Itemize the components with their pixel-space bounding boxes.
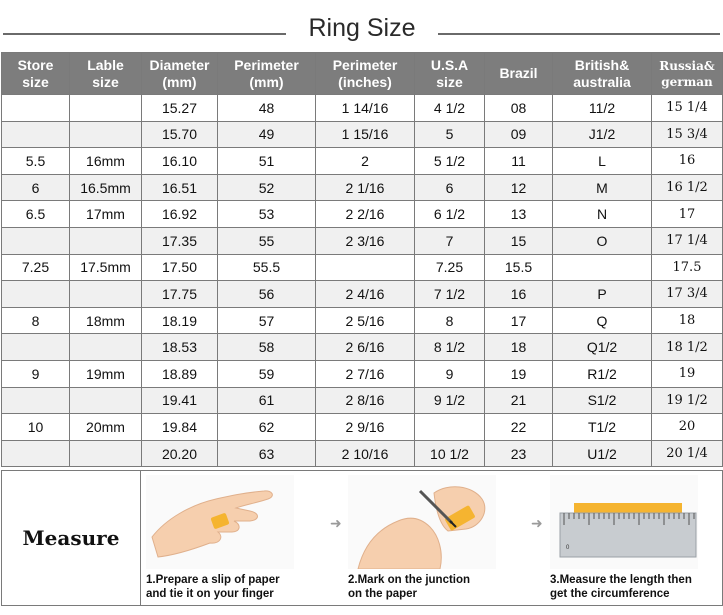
table-cell-russia-german: 17 [652,201,723,228]
measure-label: Measure [2,471,141,605]
table-cell-british-australia: S1/2 [553,387,652,414]
column-header-usa-size: U.S.A size [415,53,485,95]
table-cell-diameter-mm: 17.75 [142,281,218,308]
table-cell-perimeter-inches: 2 1/16 [316,174,415,201]
table-cell-perimeter-inches: 2 9/16 [316,414,415,441]
table-cell-british-australia: L [553,148,652,175]
table-row [2,360,723,387]
table-cell-usa-size: 5 [415,121,485,148]
table-cell-store-size: 6.5 [2,201,70,228]
table-cell-perimeter-mm: 61 [218,387,316,414]
step-1-illustration [146,475,294,569]
table-row [2,201,723,228]
table-cell-british-australia: Q [553,307,652,334]
table-cell-usa-size: 7 1/2 [415,281,485,308]
table-cell-store-size [2,387,70,414]
table-cell-russia-german: 16 1/2 [652,174,723,201]
table-cell-perimeter-inches [316,254,415,281]
table-cell-brazil: 09 [485,121,553,148]
table-cell-brazil: 15 [485,227,553,254]
table-cell-perimeter-inches: 1 15/16 [316,121,415,148]
table-row [2,307,723,334]
step-2-illustration [348,475,496,569]
table-cell-russia-german: 20 [652,414,723,441]
step-2-caption: 2.Mark on the junction on the paper [348,574,471,600]
table-cell-store-size: 6 [2,174,70,201]
table-cell-perimeter-inches: 2 6/16 [316,334,415,361]
table-cell-perimeter-mm: 63 [218,440,316,467]
table-cell-perimeter-inches: 2 5/16 [316,307,415,334]
table-cell-store-size: 8 [2,307,70,334]
table-row [2,414,723,441]
column-header-perimeter-mm: Perimeter (mm) [218,53,316,95]
table-cell-diameter-mm: 18.19 [142,307,218,334]
table-cell-russia-german: 20 1/4 [652,440,723,467]
table-cell-lable-size [70,387,142,414]
column-header-brazil: Brazil [485,53,553,95]
ruler-with-paper-icon [550,475,698,569]
column-header-british-australia: British& australia [553,53,652,95]
table-cell-diameter-mm: 19.41 [142,387,218,414]
step-3-caption: 3.Measure the length then get the circumference [550,574,692,600]
table-cell-british-australia: R1/2 [553,360,652,387]
table-row [2,334,723,361]
table-cell-diameter-mm: 19.84 [142,414,218,441]
table-cell-russia-german: 19 1/2 [652,387,723,414]
table-cell-brazil: 22 [485,414,553,441]
table-row [2,148,723,175]
table-cell-usa-size: 6 [415,174,485,201]
table-cell-british-australia: P [553,281,652,308]
table-cell-lable-size: 16mm [70,148,142,175]
table-cell-diameter-mm: 16.10 [142,148,218,175]
table-cell-diameter-mm: 18.89 [142,360,218,387]
table-cell-lable-size [70,440,142,467]
table-cell-diameter-mm: 20.20 [142,440,218,467]
table-cell-russia-german: 17 1/4 [652,227,723,254]
table-cell-russia-german: 16 [652,148,723,175]
table-cell-perimeter-mm: 59 [218,360,316,387]
table-cell-usa-size [415,414,485,441]
table-cell-perimeter-inches: 2 7/16 [316,360,415,387]
table-cell-lable-size: 19mm [70,360,142,387]
table-cell-perimeter-inches: 2 3/16 [316,227,415,254]
column-header-russia-german: Russia& german [652,53,723,95]
table-cell-store-size: 5.5 [2,148,70,175]
table-row [2,121,723,148]
table-cell-brazil: 12 [485,174,553,201]
table-body [2,95,723,467]
table-cell-russia-german: 15 3/4 [652,121,723,148]
table-cell-usa-size: 6 1/2 [415,201,485,228]
table-cell-perimeter-mm: 56 [218,281,316,308]
table-cell-perimeter-inches: 2 10/16 [316,440,415,467]
table-cell-british-australia: T1/2 [553,414,652,441]
table-cell-lable-size: 20mm [70,414,142,441]
column-header-perimeter-inches: Perimeter (inches) [316,53,415,95]
table-cell-usa-size: 9 [415,360,485,387]
table-row [2,227,723,254]
table-cell-store-size [2,440,70,467]
step-3-illustration [550,475,698,569]
table-cell-diameter-mm: 16.51 [142,174,218,201]
table-cell-store-size: 9 [2,360,70,387]
measure-step-3 [550,475,698,601]
table-cell-brazil: 23 [485,440,553,467]
table-cell-perimeter-mm: 51 [218,148,316,175]
table-cell-british-australia: Q1/2 [553,334,652,361]
table-cell-store-size [2,121,70,148]
table-cell-usa-size: 7.25 [415,254,485,281]
table-cell-perimeter-mm: 57 [218,307,316,334]
svg-text:0: 0 [566,545,570,551]
measure-panel [1,470,723,606]
table-cell-usa-size: 5 1/2 [415,148,485,175]
ring-size-table [1,52,723,467]
table-cell-lable-size: 16.5mm [70,174,142,201]
hand-with-paper-icon [146,475,294,569]
table-row [2,387,723,414]
table-cell-british-australia: N [553,201,652,228]
table-cell-russia-german: 19 [652,360,723,387]
measure-step-1 [146,475,294,601]
table-cell-lable-size: 17mm [70,201,142,228]
table-cell-diameter-mm: 16.92 [142,201,218,228]
table-cell-british-australia: J1/2 [553,121,652,148]
table-cell-usa-size: 8 1/2 [415,334,485,361]
table-cell-brazil: 13 [485,201,553,228]
measure-step-2 [348,475,496,601]
table-cell-lable-size [70,121,142,148]
table-cell-store-size: 10 [2,414,70,441]
column-header-store-size: Store size [2,53,70,95]
table-cell-diameter-mm: 17.50 [142,254,218,281]
table-cell-perimeter-mm: 62 [218,414,316,441]
table-cell-lable-size [70,334,142,361]
table-cell-russia-german: 17 3/4 [652,281,723,308]
table-cell-perimeter-inches: 2 2/16 [316,201,415,228]
table-row [2,95,723,122]
table-cell-russia-german: 15 1/4 [652,95,723,122]
table-cell-brazil: 21 [485,387,553,414]
table-cell-perimeter-inches: 2 8/16 [316,387,415,414]
table-cell-perimeter-mm: 58 [218,334,316,361]
table-cell-brazil: 17 [485,307,553,334]
table-cell-perimeter-mm: 48 [218,95,316,122]
table-cell-perimeter-inches: 2 4/16 [316,281,415,308]
table-cell-brazil: 16 [485,281,553,308]
table-cell-british-australia: U1/2 [553,440,652,467]
table-cell-perimeter-mm: 49 [218,121,316,148]
title-rule-left [3,33,286,35]
table-cell-lable-size [70,227,142,254]
table-header-row [2,53,723,95]
table-cell-brazil: 08 [485,95,553,122]
table-cell-british-australia: M [553,174,652,201]
table-cell-perimeter-inches: 1 14/16 [316,95,415,122]
table-cell-store-size: 7.25 [2,254,70,281]
table-row [2,174,723,201]
table-cell-lable-size [70,95,142,122]
table-cell-store-size [2,281,70,308]
table-cell-perimeter-inches: 2 [316,148,415,175]
table-cell-usa-size: 10 1/2 [415,440,485,467]
column-header-diameter-mm: Diameter (mm) [142,53,218,95]
table-cell-lable-size [70,281,142,308]
table-row [2,281,723,308]
table-cell-brazil: 15.5 [485,254,553,281]
table-cell-diameter-mm: 15.27 [142,95,218,122]
arrow-right-icon: ➜ [531,515,543,531]
table-cell-british-australia: 11/2 [553,95,652,122]
table-cell-store-size [2,227,70,254]
table-cell-usa-size: 7 [415,227,485,254]
title-bar [0,0,723,52]
table-cell-russia-german: 18 [652,307,723,334]
table-cell-perimeter-mm: 55 [218,227,316,254]
table-cell-perimeter-mm: 53 [218,201,316,228]
table-cell-british-australia: O [553,227,652,254]
table-cell-diameter-mm: 18.53 [142,334,218,361]
table-cell-store-size [2,95,70,122]
table-row [2,254,723,281]
table-cell-lable-size: 17.5mm [70,254,142,281]
table-cell-brazil: 19 [485,360,553,387]
table-cell-diameter-mm: 17.35 [142,227,218,254]
table-cell-brazil: 11 [485,148,553,175]
table-cell-british-australia [553,254,652,281]
hand-marking-paper-icon [348,475,496,569]
table-row [2,440,723,467]
page-title: Ring Size [308,14,416,42]
table-cell-lable-size: 18mm [70,307,142,334]
table-cell-usa-size: 4 1/2 [415,95,485,122]
table-cell-russia-german: 18 1/2 [652,334,723,361]
title-rule-right [438,33,720,35]
table-cell-perimeter-mm: 55.5 [218,254,316,281]
table-cell-russia-german: 17.5 [652,254,723,281]
table-cell-store-size [2,334,70,361]
table-cell-diameter-mm: 15.70 [142,121,218,148]
table-cell-perimeter-mm: 52 [218,174,316,201]
column-header-lable-size: Lable size [70,53,142,95]
arrow-right-icon: ➜ [330,515,342,531]
table-cell-usa-size: 9 1/2 [415,387,485,414]
table-cell-brazil: 18 [485,334,553,361]
table-cell-usa-size: 8 [415,307,485,334]
step-1-caption: 1.Prepare a slip of paper and tie it on your finger [146,574,280,600]
